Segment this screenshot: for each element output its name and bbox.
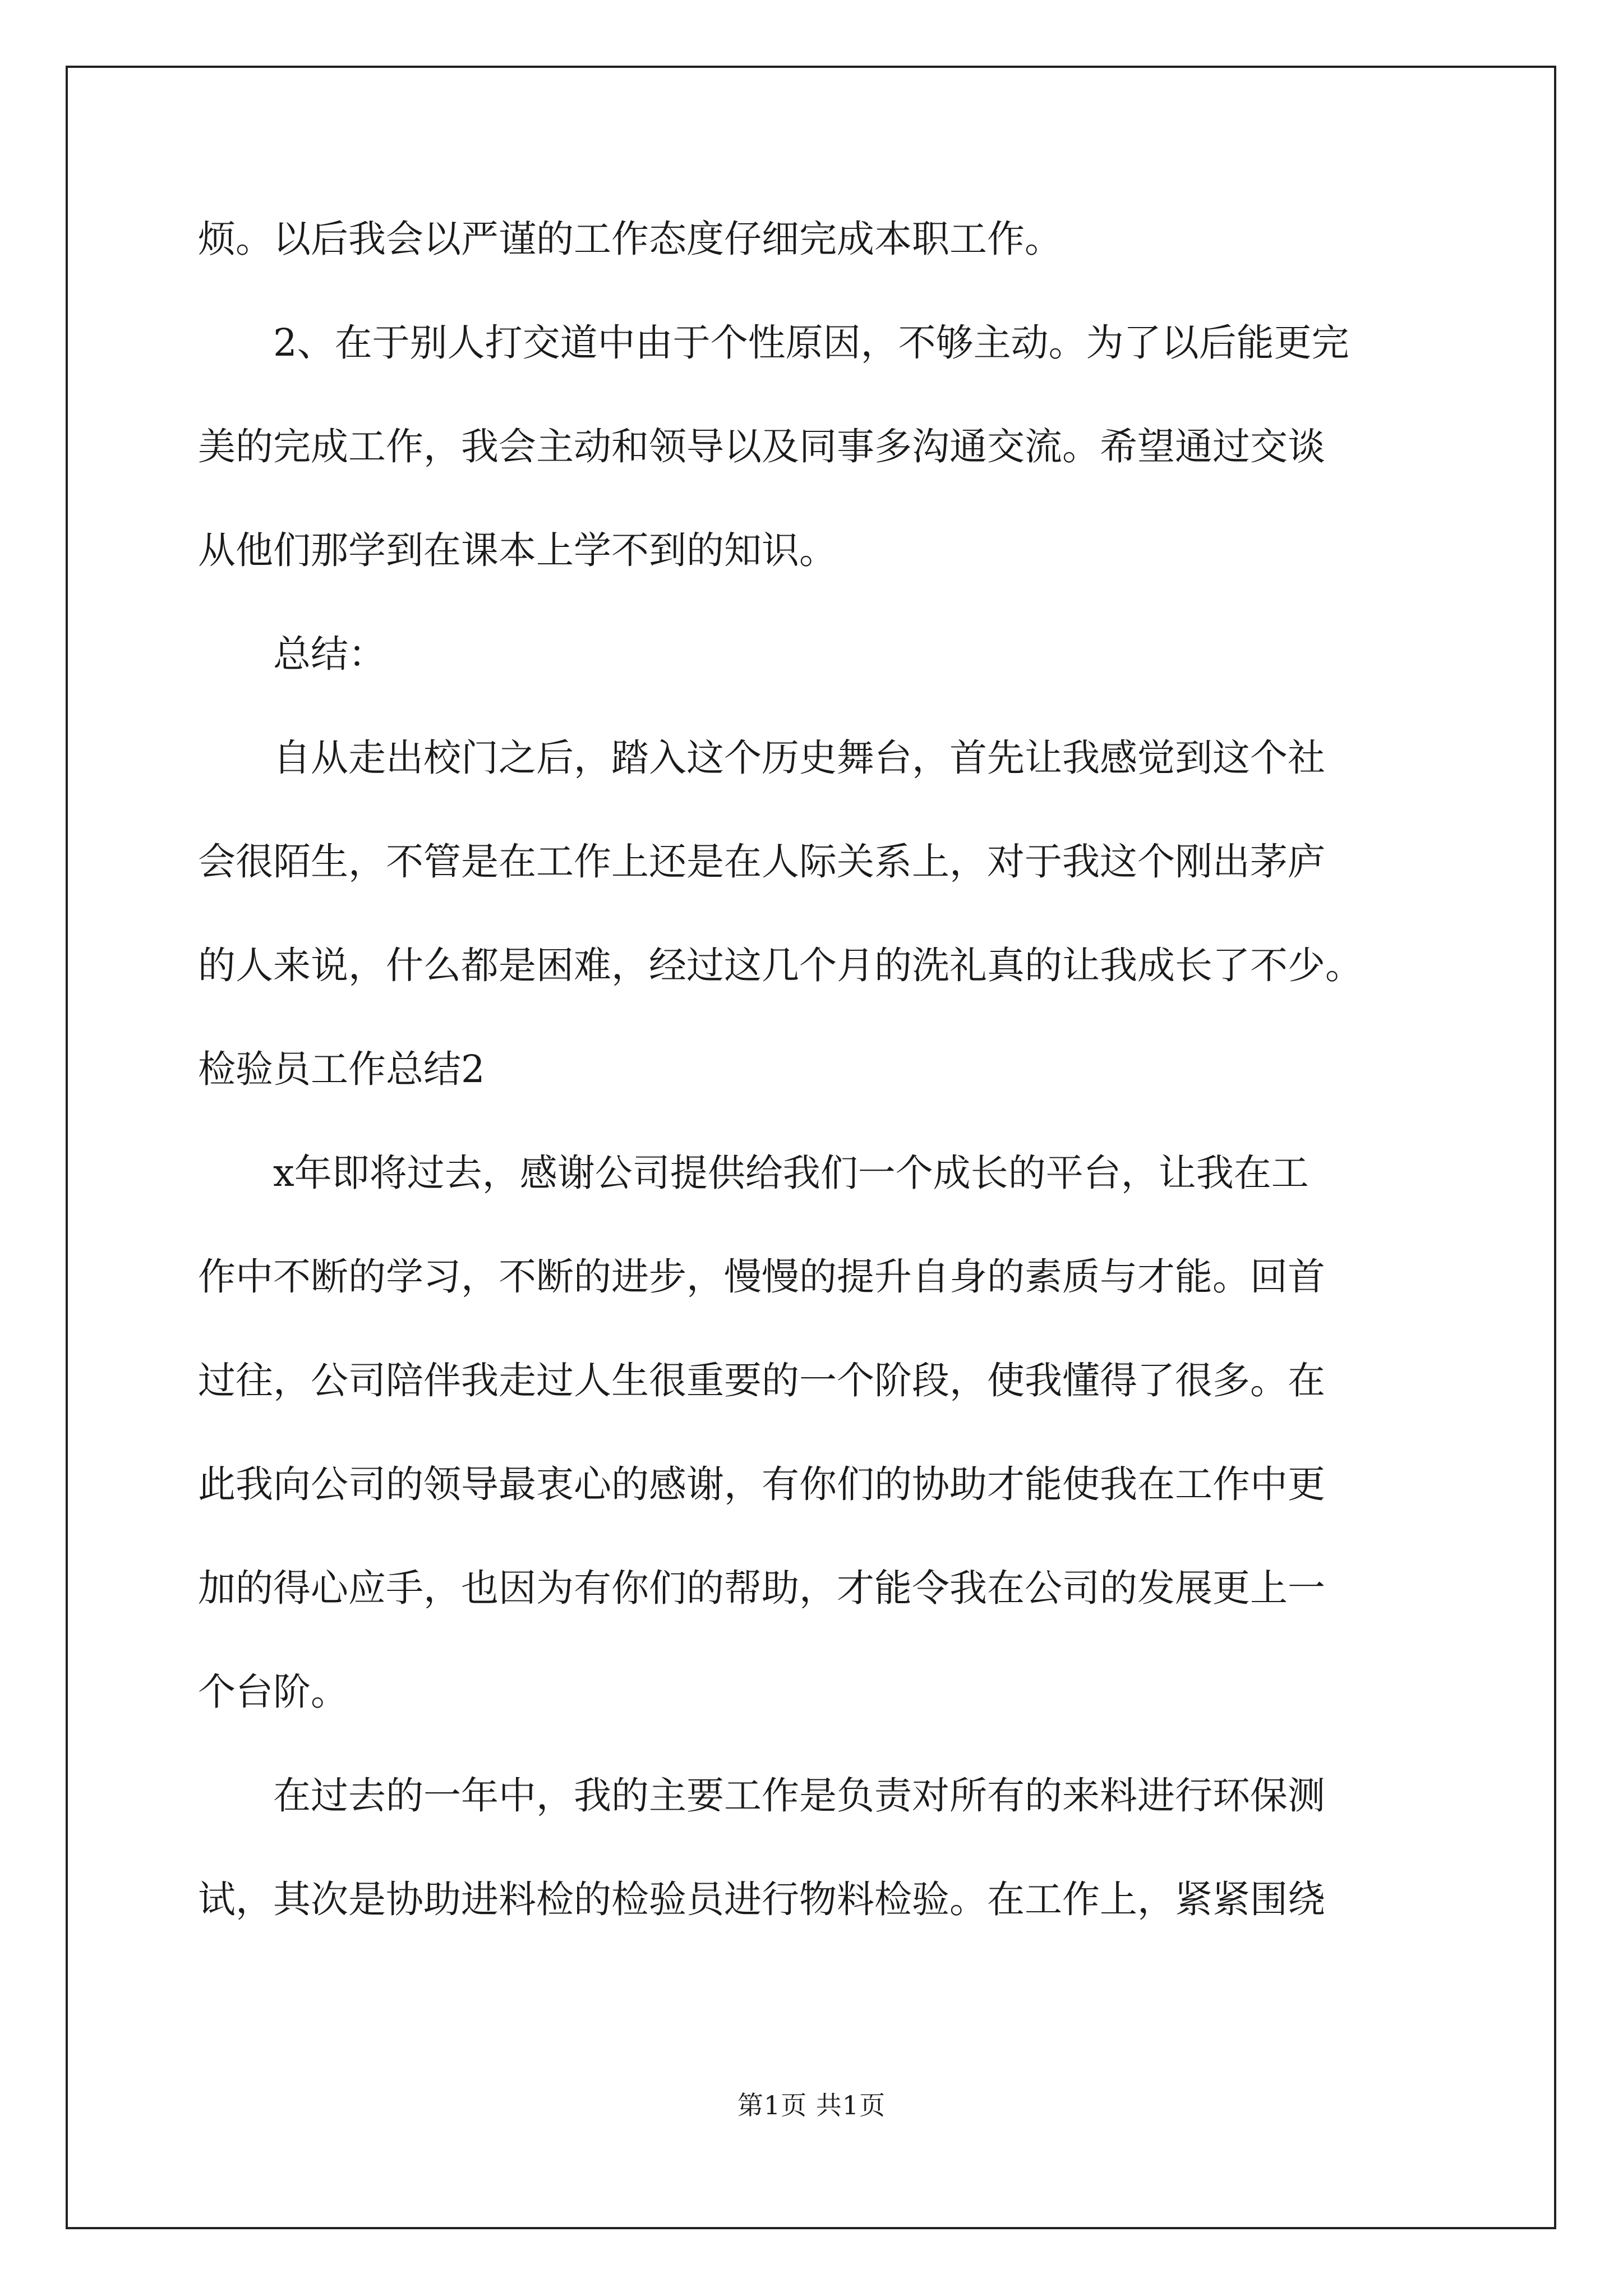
text-line: 过往，公司陪伴我走过人生很重要的一个阶段，使我懂得了很多。在 <box>198 1359 1325 1402</box>
text-line: 从他们那学到在课本上学不到的知识。 <box>198 528 837 572</box>
text-line: 作中不断的学习，不断的进步，慢慢的提升自身的素质与才能。回首 <box>198 1255 1325 1299</box>
text-line: 此我向公司的领导最衷心的感谢，有你们的协助才能使我在工作中更 <box>198 1462 1325 1506</box>
text-line: 在过去的一年中，我的主要工作是负责对所有的来料进行环保测 <box>273 1774 1325 1818</box>
text-line: 烦。以后我会以严谨的工作态度仔细完成本职工作。 <box>198 217 1062 261</box>
paragraph-thanks <box>198 1147 1426 1718</box>
document-body <box>198 213 1426 1925</box>
page-number-footer: 第1页 共1页 <box>737 2090 886 2120</box>
text-line: 试，其次是协助进料检的检验员进行物料检验。在工作上，紧紧围绕 <box>198 1878 1325 1921</box>
section-title-text: 检验员工作总结2 <box>198 1047 485 1091</box>
text-line: x年即将过去，感谢公司提供给我们一个成长的平台，让我在工 <box>273 1151 1309 1195</box>
section-title <box>198 1043 1426 1095</box>
text-line: 会很陌生，不管是在工作上还是在人际关系上，对于我这个刚出茅庐 <box>198 840 1325 884</box>
text-line: 加的得心应手，也因为有你们的帮助，才能令我在公司的发展更上一 <box>198 1566 1325 1610</box>
text-line: 美的完成工作，我会主动和领导以及同事多沟通交流。希望通过交谈 <box>198 425 1325 468</box>
text-line: 总结： <box>273 632 386 676</box>
paragraph-summary-heading <box>198 628 1426 680</box>
text-line: 的人来说，什么都是困难，经过这几个月的洗礼真的让我成长了不少。 <box>198 944 1363 987</box>
text-line: 自从走出校门之后，踏入这个历史舞台，首先让我感觉到这个社 <box>273 736 1325 780</box>
text-line: 个台阶。 <box>198 1670 348 1714</box>
paragraph-main-work <box>198 1770 1426 1925</box>
paragraph-summary <box>198 732 1426 991</box>
paragraph-improvement-2 <box>198 317 1426 576</box>
text-line: 2、在于别人打交道中由于个性原因，不够主动。为了以后能更完 <box>273 321 1349 365</box>
paragraph-continuation <box>198 213 1426 265</box>
